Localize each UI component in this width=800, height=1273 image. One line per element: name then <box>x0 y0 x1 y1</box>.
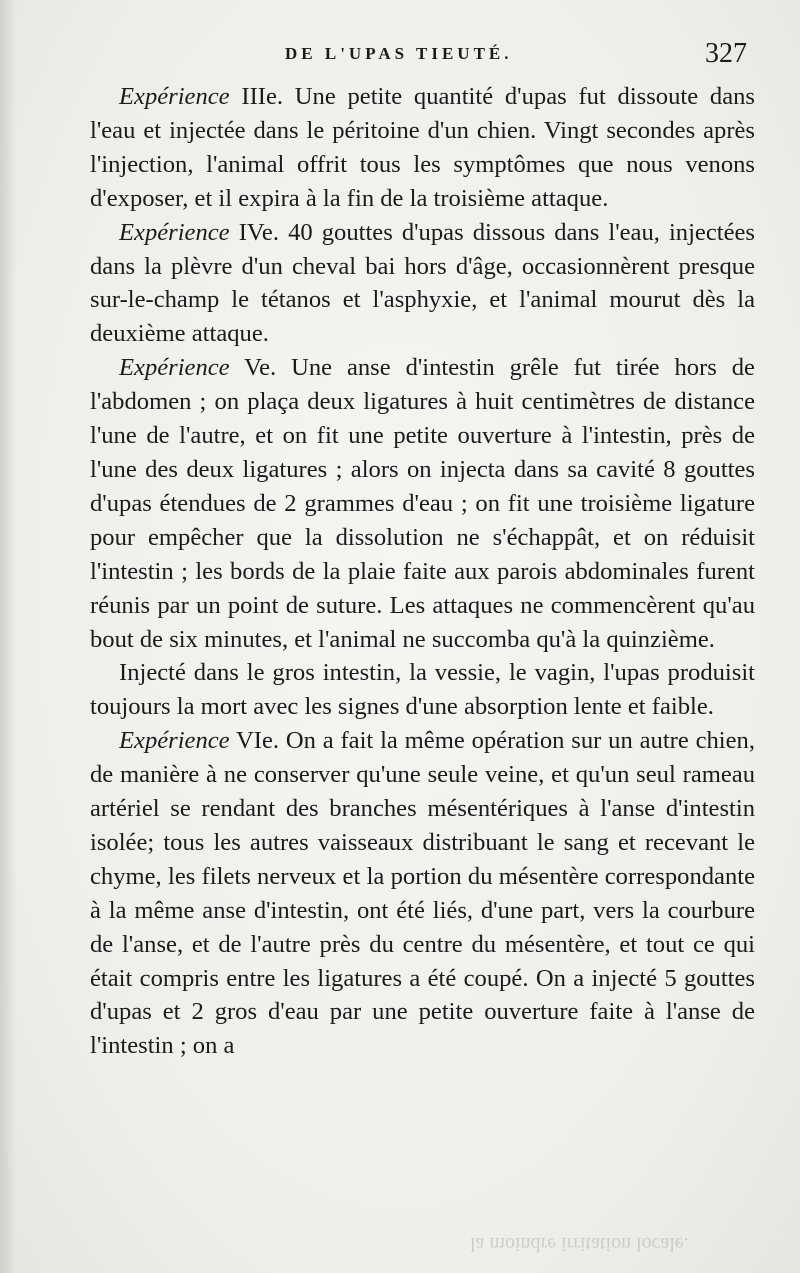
experience-ordinal: Ve. <box>244 354 277 382</box>
paragraph-experience-6 <box>90 724 755 1063</box>
paragraph-text: 40 gouttes d'upas dissous dans l'eau, injectées dans la plèvre d'un cheval bai hors d'âge, occasionnèrent presque sur-le-champ le tétanos et l'asphyxie, et l'animal mourut dès la deuxième attaque. <box>90 218 755 348</box>
paragraph-text: Injecté dans le gros intestin, la vessie, le vagin, l'upas produisit toujours la mort avec les signes d'une absorption lente et faible. <box>90 659 755 721</box>
experience-label: Expérience <box>119 727 230 755</box>
paragraph-experience-3 <box>90 80 755 216</box>
page-gutter-shadow <box>0 0 16 1273</box>
experience-label: Expérience <box>119 354 230 382</box>
body-text <box>90 80 755 1063</box>
paragraph-experience-4 <box>90 216 755 352</box>
paragraph-text: On a fait la même opération sur un autre chien, de manière à ne conserver qu'une seule veine, et qu'un seul rameau artériel se rendant des branches mésentériques à l'anse d'intestin isolée; tous les autres vaisseaux distribuant le sang et recevant le chyme, les filets nerveux et la portion du mésentère correspondante à la même anse d'intestin, ont été liés, d'une part, vers la courbure de l'anse, et de l'autre près du centre du mésentère, et tout ce qui était compris entre les ligatures a été coupé. On a injecté 5 gouttes d'upas et 2 gros d'eau par une petite ouverture faite à l'anse de l'intestin ; on a <box>90 727 755 1060</box>
experience-label: Expérience <box>119 83 230 110</box>
paragraph-text: Une anse d'intestin grêle fut tirée hors de l'abdomen ; on plaça deux ligatures à huit centimètres de distance l'une de l'autre, et on fit une petite ouverture à l'intestin, près de l'une des deux ligatures ; alors on injecta dans sa cavité 8 gouttes d'upas étendues de 2 grammes d'eau ; on fit une troisième ligature pour empêcher que la dissolution ne s'échappât, et on réduisit l'intestin ; les bords de la plaie faite aux parois abdominales furent réunis par un point de suture. Les attaques ne commencèrent qu'au bout de six minutes, et l'animal ne succomba qu'à la quinzième. <box>90 354 755 653</box>
page-number: 327 <box>705 38 747 69</box>
experience-ordinal: IVe. <box>238 218 279 246</box>
bleed-through-text: la moindre irritation locale. <box>470 1233 689 1255</box>
running-title: DE L'UPAS TIEUTÉ. <box>285 44 513 63</box>
experience-ordinal: VIe. <box>236 727 280 755</box>
paragraph-text: Une petite quantité d'upas fut dissoute dans l'eau et injectée dans le péritoine d'un chien. Vingt secondes après l'injection, l'animal offrit tous les symptômes que nous venons d'exposer, et il expira à la fin de la troisième attaque. <box>90 83 755 212</box>
experience-ordinal: IIIe. <box>241 83 284 110</box>
experience-label: Expérience <box>119 218 230 246</box>
paragraph-injection-note <box>90 656 755 724</box>
paragraph-experience-5 <box>90 351 755 656</box>
